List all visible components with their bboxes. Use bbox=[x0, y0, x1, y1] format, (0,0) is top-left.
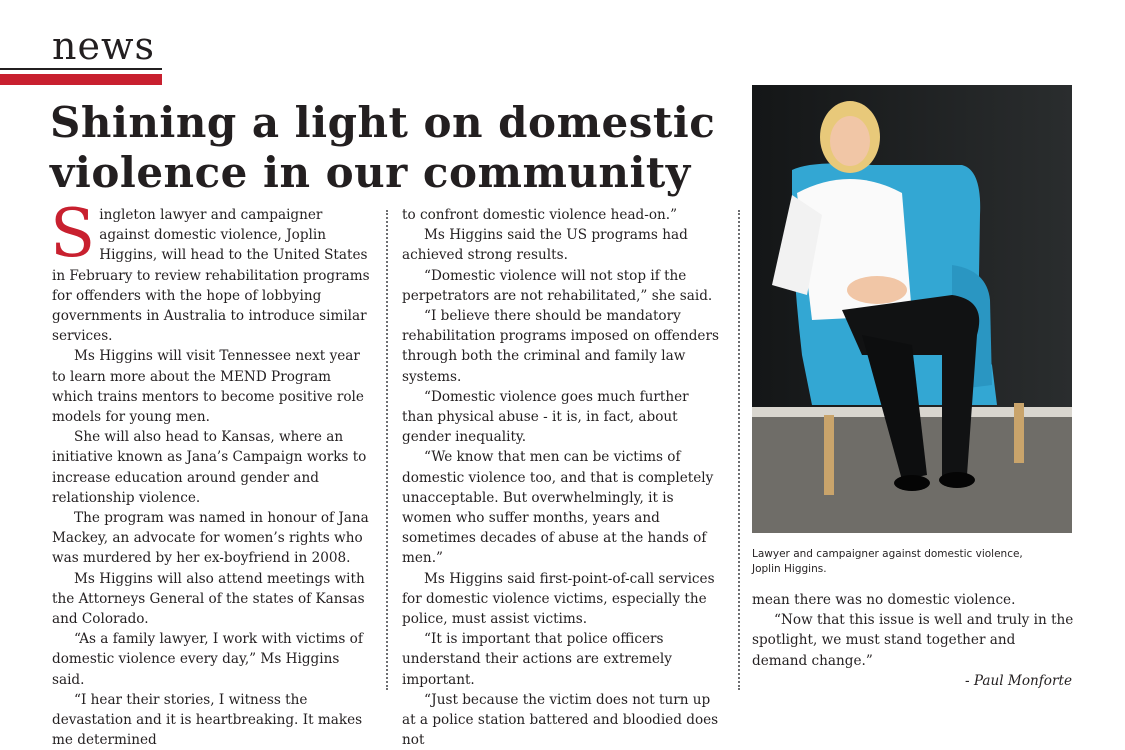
paragraph: “It is important that police officers understand their actions are extremely important. bbox=[402, 631, 672, 688]
article-column-2 bbox=[402, 205, 724, 750]
paragraph: Ms Higgins said the US programs had achieved strong results. bbox=[402, 227, 688, 264]
portrait-illustration bbox=[752, 85, 1072, 533]
paragraph: Ms Higgins will also attend meetings with the Attorneys General of the states of Kansas and Colorado. bbox=[52, 570, 365, 628]
byline: - Paul Monforte bbox=[964, 673, 1072, 689]
caption-line: Joplin Higgins. bbox=[752, 563, 827, 575]
paragraph: Ms Higgins said first-point-of-call services for domestic violence victims, especially the police, must assist victims. bbox=[402, 570, 715, 628]
paragraph bbox=[50, 195, 370, 346]
section-rule bbox=[0, 68, 162, 70]
portrait-photo bbox=[752, 85, 1072, 533]
photo-caption bbox=[752, 547, 1072, 577]
paragraph: mean there was no domestic violence. bbox=[752, 592, 1016, 608]
article-column-3 bbox=[752, 590, 1074, 671]
paragraph: “I believe there should be mandatory rehabilitation programs imposed on offenders through both the criminal and family law systems. bbox=[402, 308, 719, 385]
paragraph: “Now that this issue is well and truly in the spotlight, we must stand together and demand change.” bbox=[752, 612, 1074, 669]
paragraph: “Domestic violence goes much further than physical abuse - it is, in fact, about gender inequality. bbox=[402, 388, 689, 446]
headline-line: violence in our community bbox=[50, 148, 691, 197]
article-column-1 bbox=[50, 195, 370, 750]
caption-line: Lawyer and campaigner against domestic violence, bbox=[752, 548, 1023, 560]
paragraph: “Just because the victim does not turn up at a police station battered and bloodied does not bbox=[402, 691, 719, 749]
paragraph: She will also head to Kansas, where an initiative known as Jana’s Campaign works to increase education around gender and relationship violence. bbox=[52, 429, 367, 506]
drop-cap: S bbox=[50, 195, 96, 272]
paragraph: “We know that men can be victims of domestic violence too, and that is completely unacceptable. But overwhelmingly, it is women who suffer months, years and sometimes decades of abuse at the hands of men.” bbox=[402, 449, 714, 567]
paragraph: Ms Higgins will visit Tennessee next year to learn more about the MEND Program which trains mentors to become positive role models for young men. bbox=[52, 348, 364, 426]
column-divider bbox=[386, 210, 388, 690]
section-label: news bbox=[52, 24, 155, 68]
headline-line: Shining a light on domestic bbox=[50, 98, 716, 147]
column-divider bbox=[738, 210, 740, 690]
paragraph: “Domestic violence will not stop if the perpetrators are not rehabilitated,” she said. bbox=[402, 267, 713, 304]
paragraph: “I hear their stories, I witness the devastation and it is heartbreaking. It makes me determined bbox=[52, 691, 363, 749]
paragraph: The program was named in honour of Jana Mackey, an advocate for women’s rights who was murdered by her ex-boyfriend in 2008. bbox=[52, 510, 369, 567]
section-accent-bar bbox=[0, 74, 162, 85]
headline bbox=[50, 98, 730, 198]
paragraph-text: ingleton lawyer and campaigner against domestic violence, Joplin Higgins, will head to the United States in February to review rehabilitation programs for offenders with the hope of lobbying governments in Australia to introduce similar services. bbox=[52, 207, 370, 345]
paragraph: “As a family lawyer, I work with victims of domestic violence every day,” Ms Higgins said. bbox=[52, 631, 363, 688]
paragraph: to confront domestic violence head-on.” bbox=[402, 207, 678, 223]
